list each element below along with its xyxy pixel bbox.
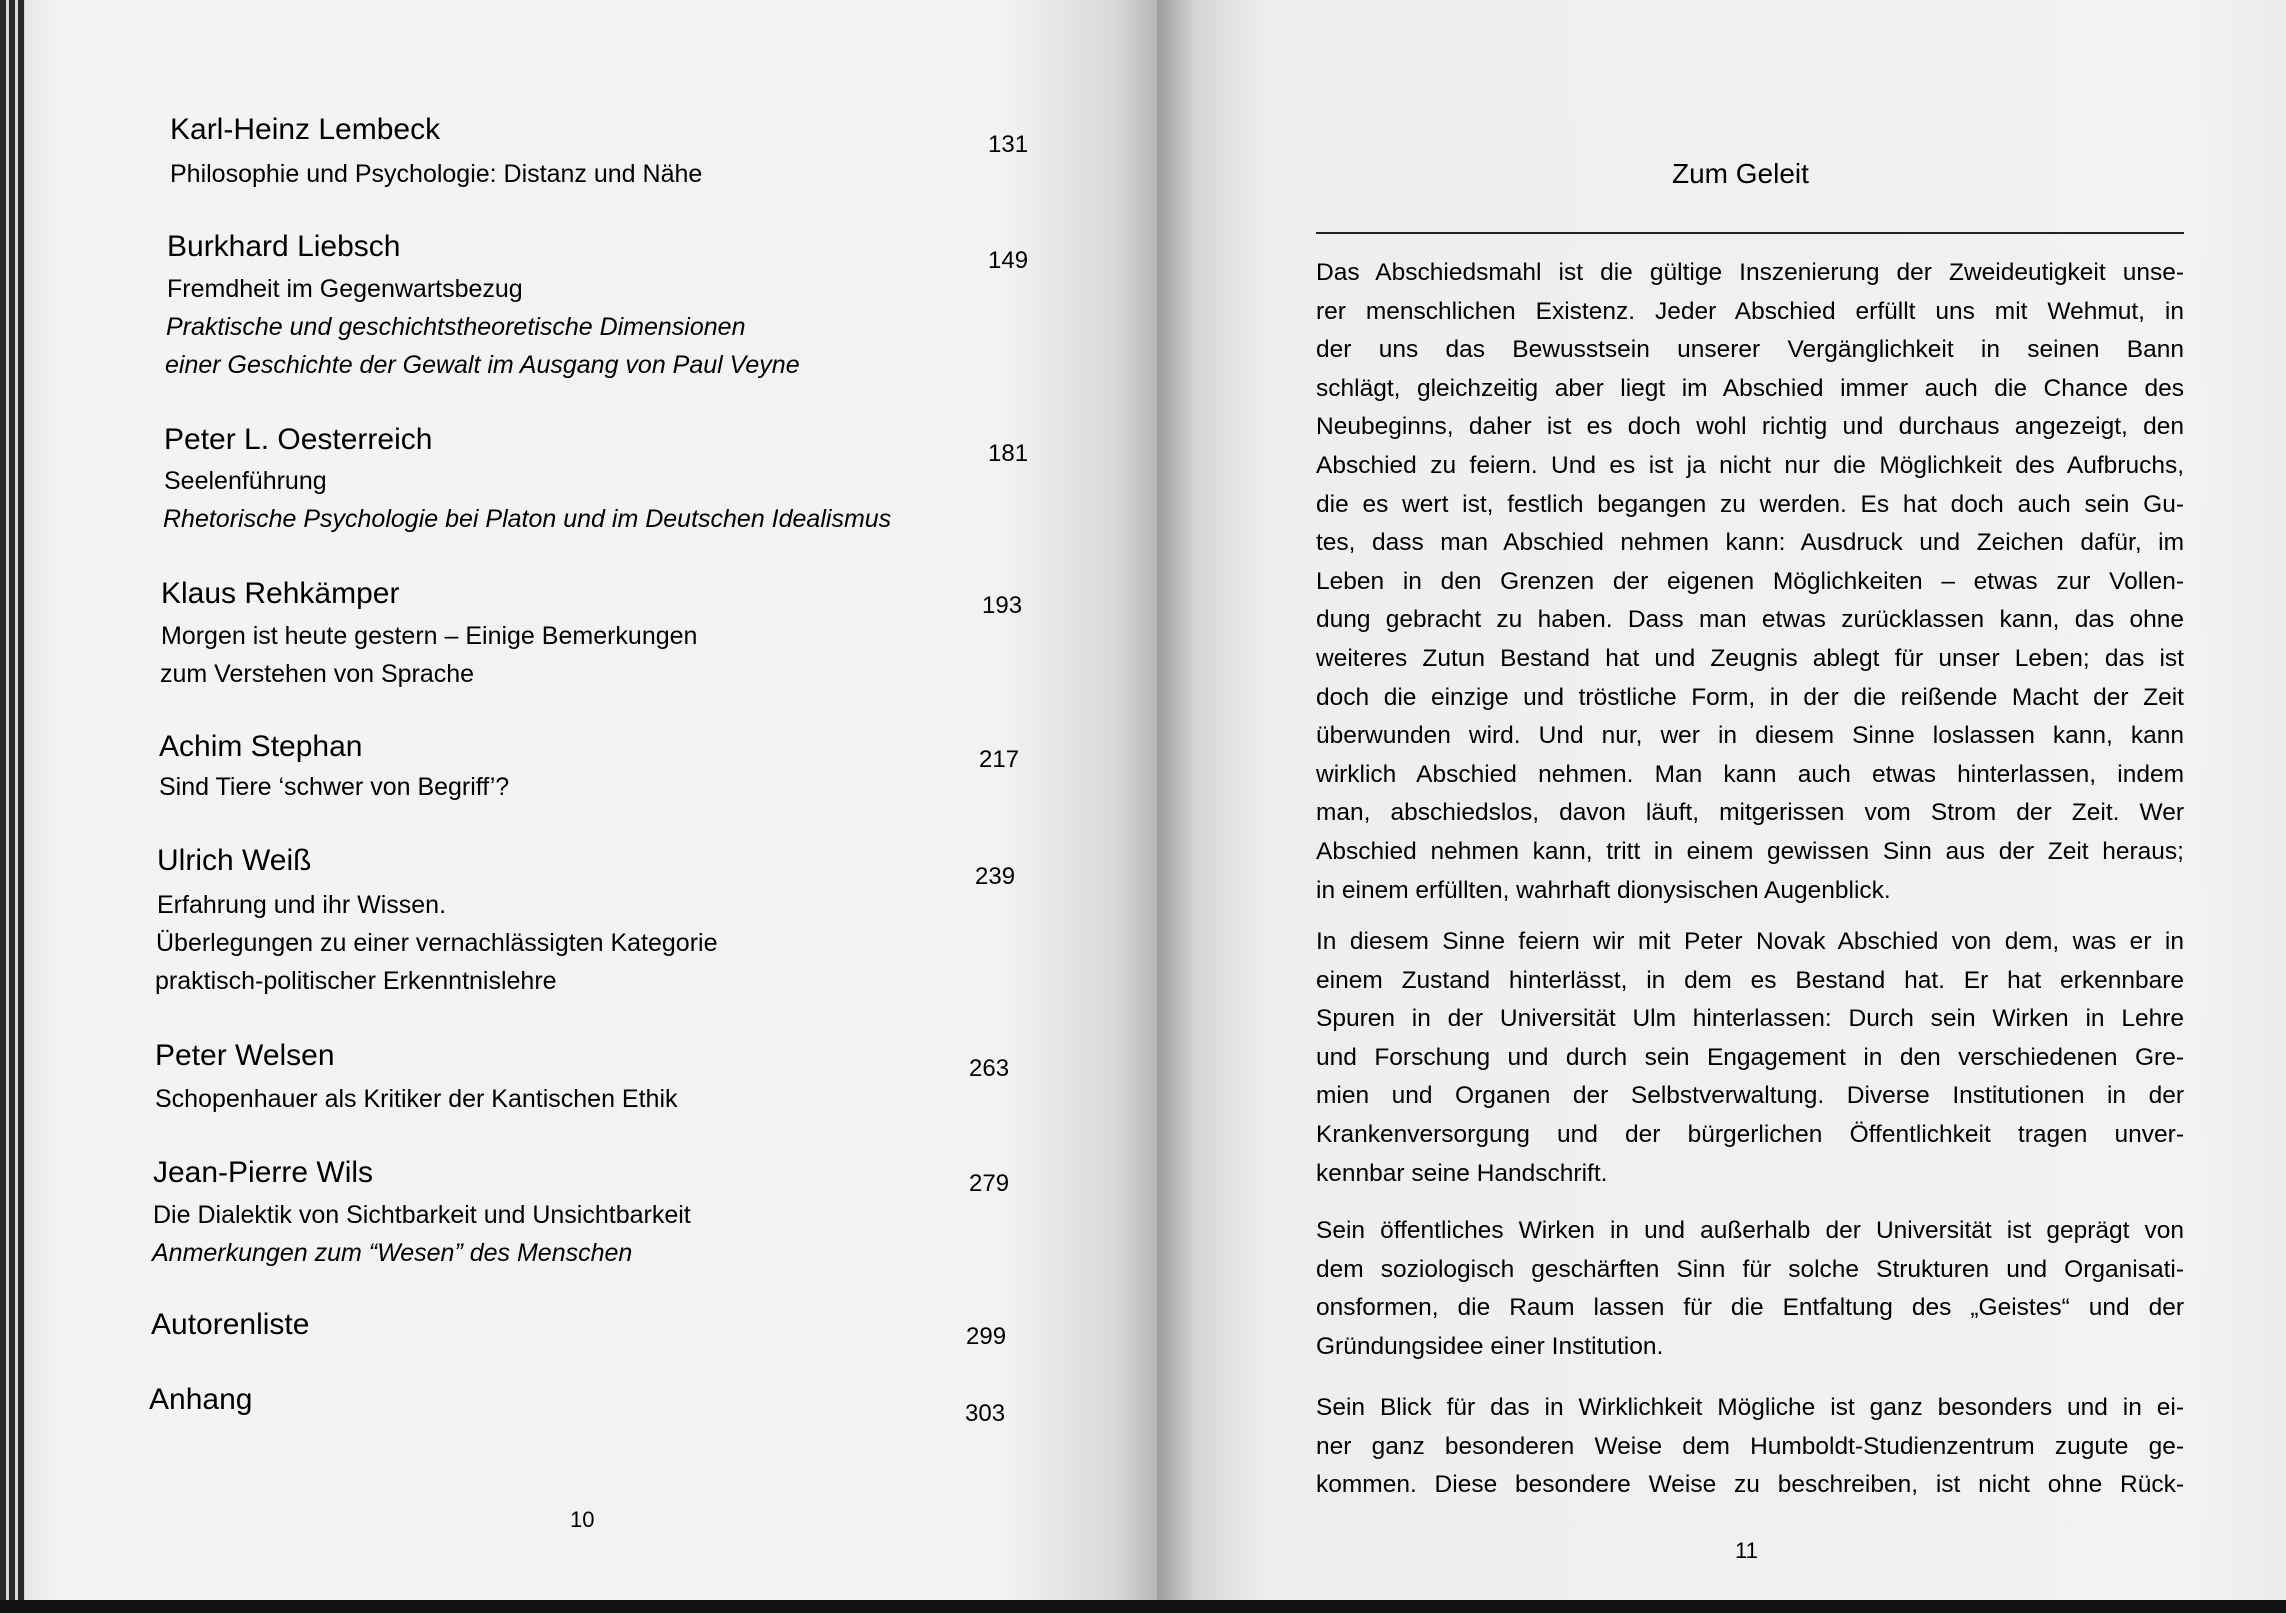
toc-page-number: 181 [988, 440, 1029, 467]
text-line: doch die einzige und tröstliche Form, in der die reißende Macht der Zeit [1316, 683, 2184, 711]
text-line: dung gebracht zu haben. Dass man etwas zurücklassen kann, das ohne [1316, 606, 2184, 634]
text-line: schlägt, gleichzeitig aber liegt im Abschied immer auch die Chance des [1316, 374, 2184, 402]
paragraph [1316, 1389, 2184, 1505]
text-line: ner ganz besonderen Weise dem Humboldt-Studienzentrum zugute ge- [1316, 1432, 2184, 1460]
text-line: dem soziologisch geschärften Sinn für solche Strukturen und Organisati- [1316, 1255, 2184, 1283]
toc-page-number: 303 [965, 1400, 1006, 1427]
text-line: und Forschung und durch sein Engagement in den verschiedenen Gre- [1316, 1043, 2184, 1071]
text-line: weiteres Zutun Bestand hat und Zeugnis ablegt für unser Leben; das ist [1316, 644, 2184, 672]
text-line: kommen. Diese besondere Weise zu beschreiben, ist nicht ohne Rück- [1316, 1471, 2184, 1499]
toc-page-number: 193 [982, 592, 1023, 619]
text-line: einem Zustand hinterlässt, in dem es Bestand hat. Er hat erkennbare [1316, 966, 2184, 994]
text-line: kennbar seine Handschrift. [1316, 1159, 1608, 1187]
text-line: Sein öffentliches Wirken in und außerhalb der Universität ist geprägt von [1316, 1217, 2184, 1244]
text-line: tes, dass man Abschied nehmen kann: Ausdruck und Zeichen dafür, im [1316, 529, 2184, 557]
toc-page-number: 263 [969, 1055, 1010, 1082]
toc-title-line: einer Geschichte der Gewalt im Ausgang von Paul Veyne [165, 351, 800, 379]
text-line: Leben in den Grenzen der eigenen Möglichkeiten – etwas zur Vollen- [1316, 567, 2184, 595]
toc-title-line: Praktische und geschichtstheoretische Dimensionen [166, 313, 746, 341]
toc-title-line: Anmerkungen zum “Wesen” des Menschen [152, 1239, 633, 1267]
toc-title-line: Erfahrung und ihr Wissen. [157, 891, 447, 919]
toc-author: Achim Stephan [159, 730, 363, 763]
toc-title-line: zum Verstehen von Sprache [160, 660, 475, 688]
toc-title-line: Überlegungen zu einer vernachlässigten Kategorie [156, 929, 718, 957]
toc-page-number: 239 [975, 863, 1016, 890]
scan-bottom-edge [0, 1600, 2286, 1613]
text-line: rer menschlichen Existenz. Jeder Abschied erfüllt uns mit Wehmut, in [1316, 297, 2184, 325]
toc-author: Peter Welsen [155, 1039, 335, 1072]
text-line: Neubeginns, daher ist es doch wohl richtig und durchaus angezeigt, den [1316, 413, 2184, 441]
page-number-left: 10 [570, 1507, 595, 1532]
toc-page-number: 299 [966, 1323, 1007, 1350]
text-line: onsformen, die Raum lassen für die Entfaltung des „Geistes“ und der [1316, 1294, 2184, 1322]
toc-title-line: Fremdheit im Gegenwartsbezug [167, 275, 523, 303]
text-line: Krankenversorgung und der bürgerlichen Öffentlichkeit tragen unver- [1316, 1120, 2184, 1148]
text-line: Abschied zu feiern. Und es ist ja nicht nur die Möglichkeit des Aufbruchs, [1316, 451, 2184, 479]
text-line: überwunden wird. Und nur, wer in diesem Sinne loslassen kann, kann [1316, 722, 2184, 750]
toc-author: Karl-Heinz Lembeck [170, 113, 441, 146]
toc-page-number: 279 [969, 1170, 1010, 1197]
toc-author: Klaus Rehkämper [161, 577, 400, 610]
text-line: Das Abschiedsmahl ist die gültige Inszenierung der Zweideutigkeit unse- [1316, 259, 2184, 286]
toc-title-line: Sind Tiere ‘schwer von Begriff’? [159, 773, 510, 801]
toc-title-line: Philosophie und Psychologie: Distanz und Nähe [170, 160, 703, 188]
text-line: mien und Organen der Selbstverwaltung. Diverse Institutionen in der [1316, 1082, 2184, 1110]
toc-author: Peter L. Oesterreich [164, 423, 433, 456]
text-line: der uns das Bewusstsein unserer Vergänglichkeit in seinen Bann [1316, 336, 2184, 364]
text-line: Sein Blick für das in Wirklichkeit Mögliche ist ganz besonders und in ei- [1316, 1394, 2184, 1421]
toc-page-number: 217 [979, 746, 1020, 773]
text-line: man, abschiedslos, davon läuft, mitgerissen vom Strom der Zeit. Wer [1316, 799, 2184, 827]
toc-title-line: praktisch-politischer Erkenntnislehre [155, 967, 557, 995]
toc-title-line: Die Dialektik von Sichtbarkeit und Unsichtbarkeit [153, 1201, 691, 1229]
toc-author: Anhang [149, 1383, 253, 1416]
toc-author: Autorenliste [151, 1308, 310, 1341]
toc-page-number: 149 [988, 247, 1029, 274]
page-number-right: 11 [1735, 1538, 1758, 1563]
toc-title-line: Morgen ist heute gestern – Einige Bemerkungen [161, 622, 698, 650]
page-heading: Zum Geleit [1672, 158, 1809, 189]
text-line: Gründungsidee einer Institution. [1316, 1332, 1664, 1360]
heading-rule [1316, 232, 2184, 234]
toc-title-line: Seelenführung [164, 467, 327, 495]
text-line: Spuren in der Universität Ulm hinterlassen: Durch sein Wirken in Lehre [1316, 1005, 2184, 1033]
toc-author: Burkhard Liebsch [167, 230, 401, 263]
toc-author: Jean-Pierre Wils [153, 1156, 374, 1189]
paragraph [1316, 923, 2184, 1193]
text-line: wirklich Abschied nehmen. Man kann auch etwas hinterlassen, indem [1316, 760, 2184, 788]
toc-author: Ulrich Weiß [157, 844, 312, 877]
paragraph [1316, 1212, 2184, 1366]
toc-title-line: Schopenhauer als Kritiker der Kantischen Ethik [155, 1085, 678, 1113]
toc-title-line: Rhetorische Psychologie bei Platon und im Deutschen Idealismus [163, 505, 892, 533]
text-line: die es wert ist, festlich begangen zu werden. Es hat doch auch sein Gu- [1316, 490, 2184, 518]
text-line: In diesem Sinne feiern wir mit Peter Novak Abschied von dem, was er in [1316, 928, 2184, 955]
text-line: Abschied nehmen kann, tritt in einem gewissen Sinn aus der Zeit heraus; [1316, 837, 2184, 865]
text-line: in einem erfüllten, wahrhaft dionysischen Augenblick. [1316, 876, 1891, 904]
paragraph [1316, 254, 2184, 910]
toc-page-number: 131 [988, 131, 1029, 158]
